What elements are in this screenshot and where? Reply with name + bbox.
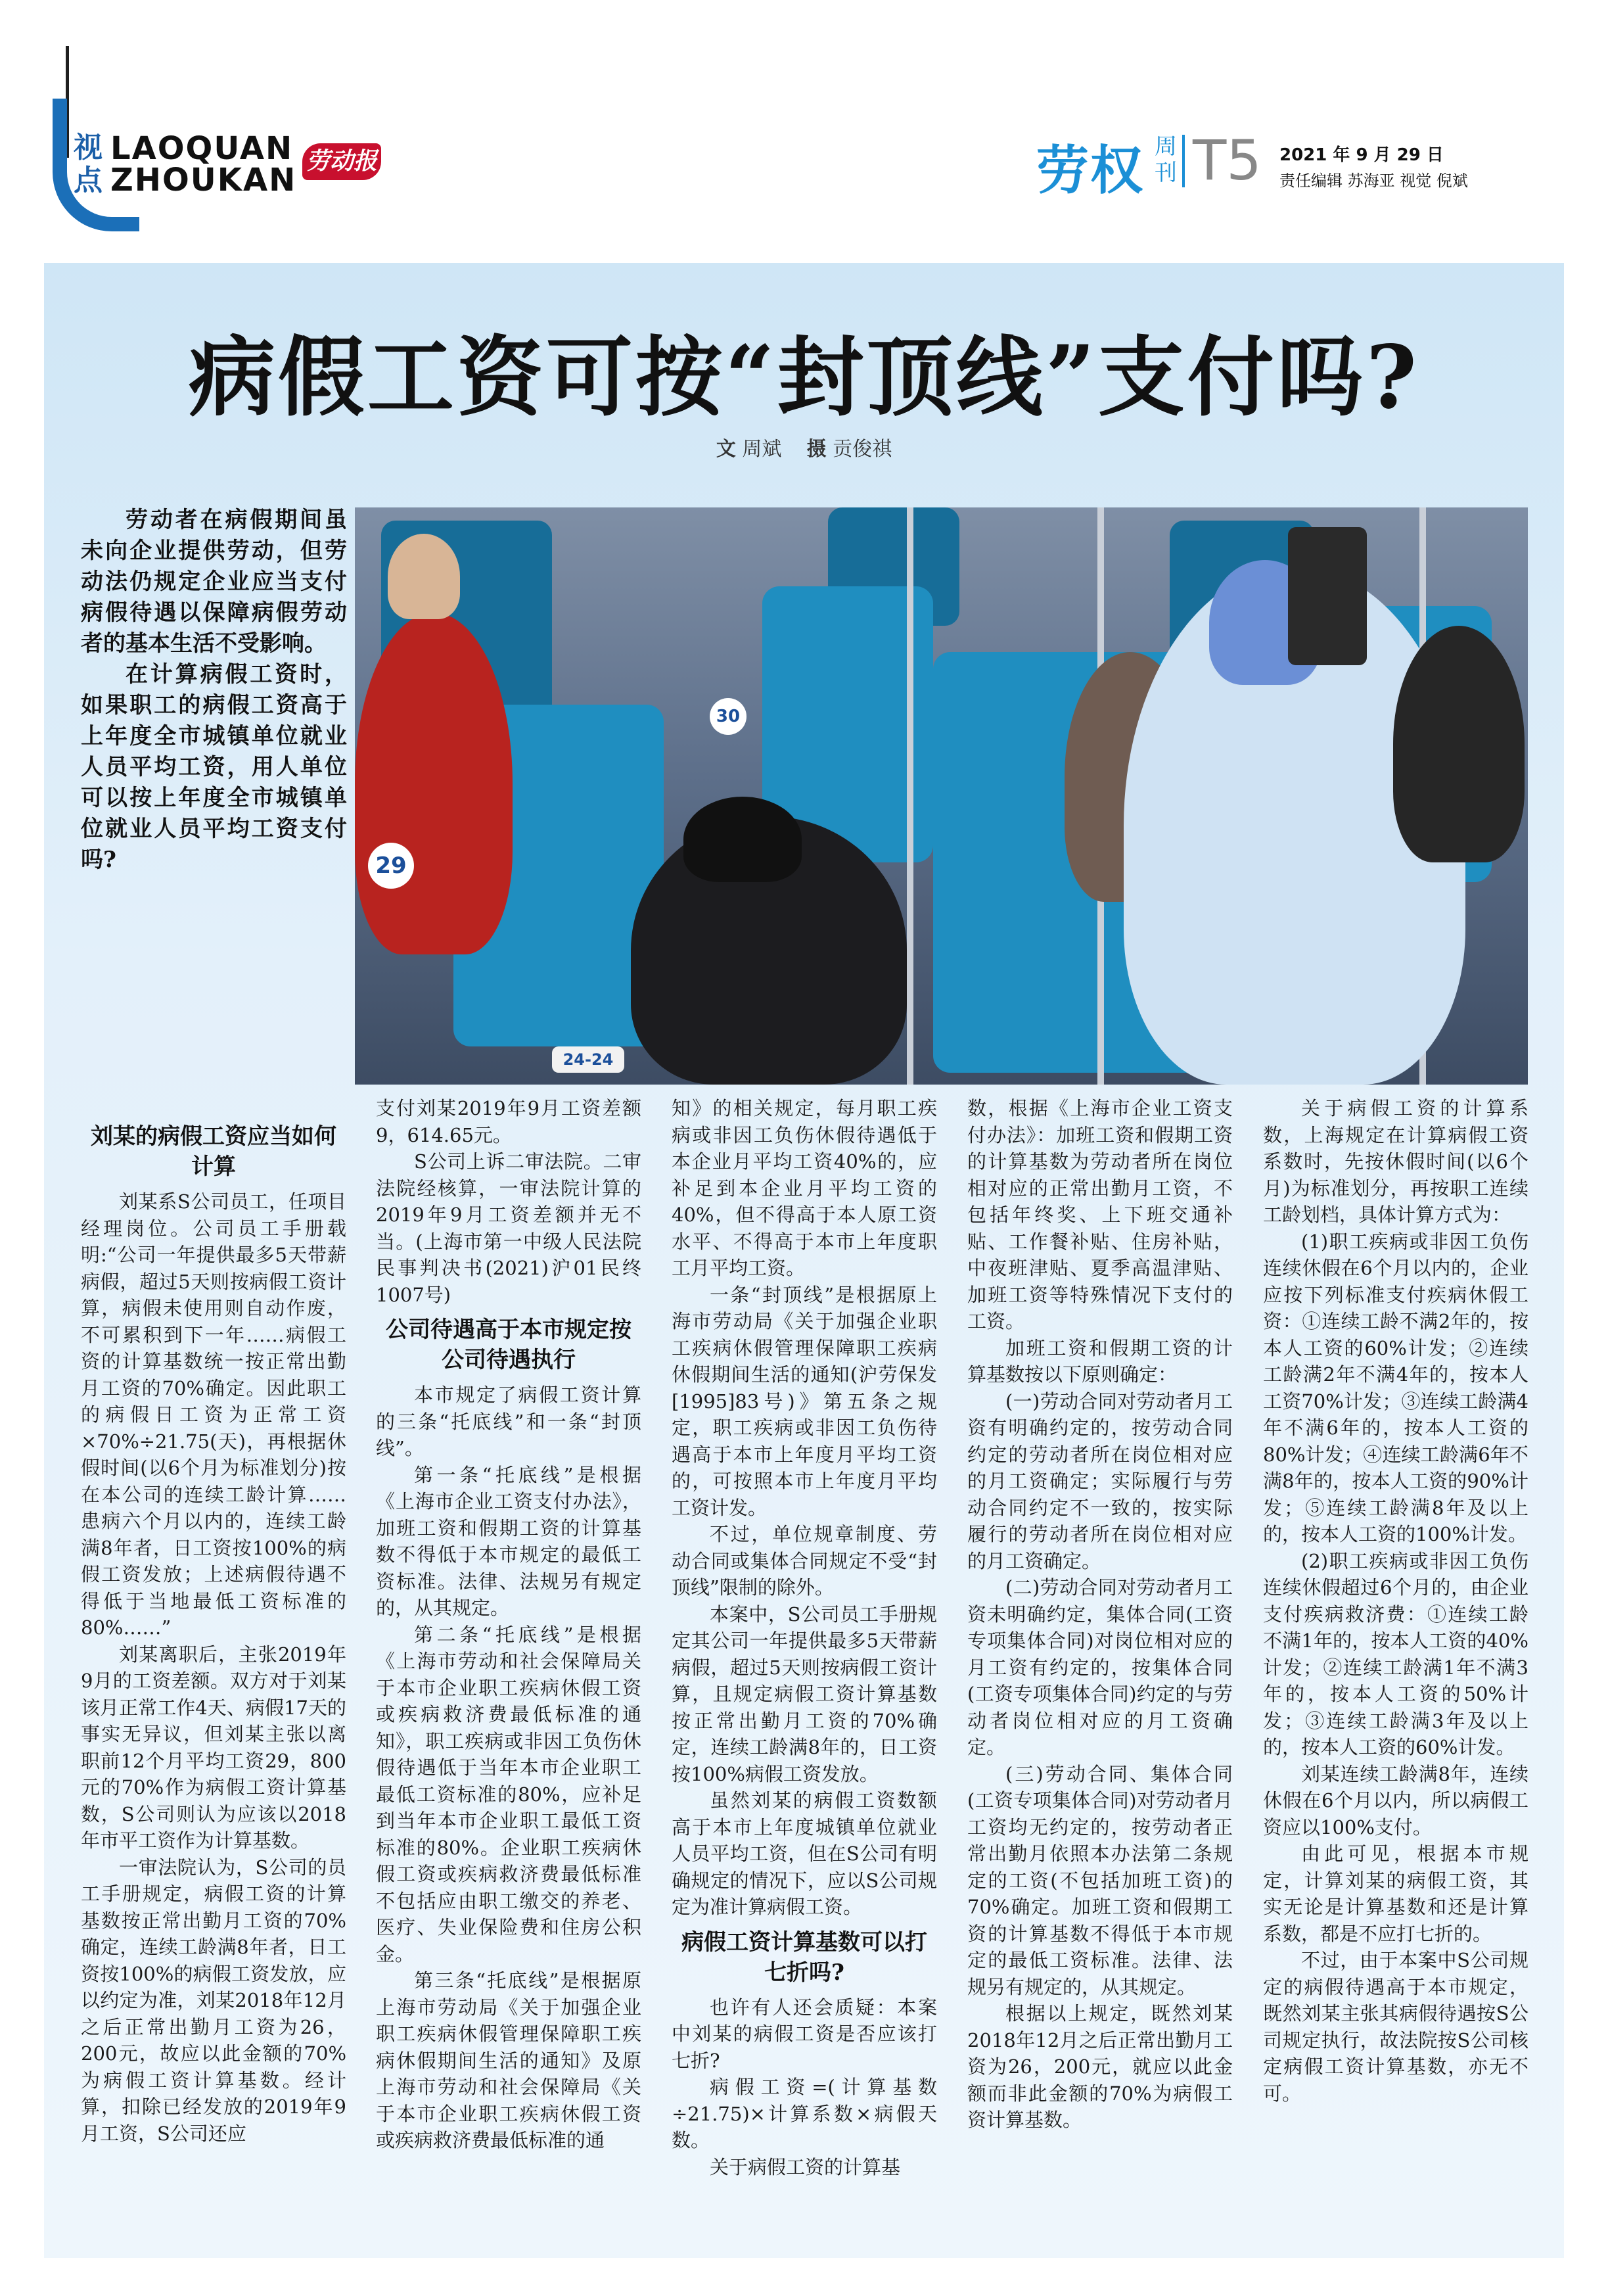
body-paragraph: (二)劳动合同对劳动者月工资未明确约定，集体合同(工资专项集体合同)对岗位相对应的月工资有约定的，按集体合同(工资专项集体合同)约定的与劳动者岗位相对应的月工资确定。 [967, 1576, 1233, 1758]
body-paragraph: 第二条“托底线”是根据《上海市劳动和社会保障局关于本市企业职工疾病休假工资或疾病救济费最低标准的通知》，职工疾病或非因工负伤休假待遇低于当年本市企业职工最低工资标准的80%，应补足到当年本市企业职工最低工资标准的80%。企业职工疾病休假工资或疾病救济费最低标准不包括应由职工缴交的养老、医疗、失业保险费和住房公积金。 [376, 1623, 641, 1965]
byline [0, 433, 1608, 461]
body-paragraph: 由此可见，根据本市规定，计算刘某的病假工资，其实无论是计算基数和还是计算系数，都是不应打七折的。 [1263, 1842, 1528, 1945]
body-paragraph: 也许有人还会质疑：本案中刘某的病假工资是否应该打七折? [672, 1996, 937, 2072]
byline-she-label: 摄 [806, 438, 827, 461]
body-paragraph: 虽然刘某的病假工资数额高于本市上年度城镇单位就业人员平均工资，但在S公司有明确规定的情况下，应以S公司规定为准计算病假工资。 [672, 1789, 937, 1918]
article-column-1 [81, 1115, 346, 2147]
article-photo [355, 507, 1528, 1085]
body-paragraph: 根据以上规定，既然刘某2018年12月之后正常出勤月工资为26，200元，就应以此金额而非此金额的70%为病假工资计算基数。 [967, 2002, 1233, 2131]
article-column-3 [672, 1095, 937, 2180]
nurse-phone [1288, 527, 1367, 665]
body-paragraph: (三)劳动合同、集体合同(工资专项集体合同)对劳动者月工资均无约定的，按劳动者正常出勤月依照本办法第二条规定的工资(不包括加班工资)的70%确定。加班工资和假期工资的计算基数不得低于本市规定的最低工资标准。法律、法规另有规定的，从其规定。 [967, 1762, 1233, 1998]
editor-credit: 责任编辑 苏海亚 视觉 倪斌 [1279, 172, 1468, 190]
masthead-en-line2: ZHOUKAN [110, 162, 297, 199]
brand-logo: 劳动报 [302, 143, 381, 180]
patient-hat [683, 797, 802, 882]
byline-wen-label: 文 [716, 438, 736, 461]
body-paragraph: 一审法院认为，S公司的员工手册规定，病假工资的计算基数按正常出勤月工资的70%确定，连续工龄满8年者，日工资按100%的病假工资发放，应以约定为准，刘某2018年12月之后正常出勤月工资为26，200元，故应以此金额的70%为病假工资计算基数。经计算，扣除已经发放的2019年9月工资，S公司还应 [81, 1856, 346, 2145]
masthead-vertical-label: 视点 [74, 131, 103, 197]
lead-paragraph: 劳动者在病假期间虽未向企业提供劳动，但劳动法仍规定企业应当支付病假待遇以保障病假劳动者的基本生活不受影响。 [81, 507, 347, 657]
body-paragraph: 刘某连续工龄满8年，连续休假在6个月以内，所以病假工资应以100%支付。 [1263, 1762, 1528, 1839]
patient-red-coat [355, 613, 513, 954]
body-paragraph: 关于病假工资的计算基 [710, 2155, 901, 2178]
body-paragraph: S公司上诉二审法院。二审法院经核算，一审法院计算的2019年9月工资差额并无不当。(上海市第一中级人民法院民事判决书(2021)沪01民终1007号) [376, 1150, 641, 1306]
byline-she-name: 贡俊祺 [833, 438, 892, 461]
page-number: T5 [1193, 128, 1262, 193]
article-column-5 [1263, 1095, 1528, 2107]
seat-number: 29 [368, 843, 414, 889]
article-headline: 病假工资可按“封顶线”支付吗? [188, 327, 1420, 429]
body-paragraph: 病假工资=(计算基数÷21.75)×计算系数×病假天数。 [672, 2076, 937, 2151]
masthead-en-line1: LAOQUAN [110, 130, 294, 167]
section-heading: 病假工资计算基数可以打七折吗? [681, 1929, 927, 1986]
masthead-right [1017, 128, 1608, 200]
body-paragraph: 本市规定了病假工资计算的三条“托底线”和一条“封顶线”。 [376, 1384, 641, 1459]
section-title: 劳权 [1036, 140, 1144, 201]
lead-paragraph: 在计算病假工资时，如果职工的病假工资高于上年度全市城镇单位就业人员平均工资，用人单位可以按上年度全市城镇单位就业人员平均工资支付吗? [81, 661, 347, 873]
patient-head [388, 534, 460, 619]
body-paragraph: (1)职工疾病或非因工负伤连续休假在6个月以内的，企业应按下列标准支付疾病休假工资：①连续工龄不满2年的，按本人工资的60%计发；②连续工龄满2年不满4年的，按本人工资70%计发；③连续工龄满4年不满6年的，按本人工资的80%计发；④连续工龄满6年不满8年的，按本人工资的90%计发；⑤连续工龄满8年及以上的，按本人工资的100%计发。 [1263, 1230, 1528, 1545]
iv-pole [907, 507, 913, 1085]
byline-wen-name: 周斌 [742, 438, 782, 461]
body-paragraph: 加班工资和假期工资的计算基数按以下原则确定： [967, 1336, 1233, 1386]
body-paragraph: 第一条“托底线”是根据《上海市企业工资支付办法》，加班工资和假期工资的计算基数不得低于本市规定的最低工资标准。法律、法规另有规定的，从其规定。 [376, 1463, 641, 1619]
body-paragraph: 不过，由于本案中S公司规定的病假待遇高于本市规定，既然刘某主张其病假待遇按S公司规定执行，故法院按S公司核定病假工资计算基数，亦无不可。 [1263, 1949, 1528, 2105]
seat-number: 30 [710, 698, 747, 735]
article-lead [81, 505, 347, 876]
body-paragraph: 刘某离职后，主张2019年9月的工资差额。双方对于刘某该月正常工作4天、病假17天的事实无异议，但刘某主张以离职前12个月平均工资29，800元的70%作为病假工资计算基数，S公司则认为应该以2018年市平工资作为计算基数。 [81, 1643, 346, 1852]
body-paragraph: 刘某系S公司员工，任项目经理岗位。公司员工手册载明:“公司一年提供最多5天带薪病假，超过5天则按病假工资计算，病假未使用则自动作废，不可累积到下一年……病假工资的计算基数统一按正常出勤月工资的70%确定。因此职工的病假日工资为正常工资×70%÷21.75(天)，再根据休假时间(以6个月为标准划分)按在本公司的连续工龄计算……患病六个月以内的，连续工龄满8年者，日工资按100%的病假工资发放；上述病假待遇不得低于当地最低工资标准的80%……” [81, 1190, 346, 1639]
issue-date: 2021 年 9 月 29 日 [1279, 145, 1444, 165]
seat-number: 24-24 [552, 1046, 624, 1073]
body-paragraph: 支付刘某2019年9月工资差额9，614.65元。 [376, 1097, 641, 1146]
section-title-sub: 周刊 [1155, 133, 1177, 186]
body-paragraph: 本案中，S公司员工手册规定其公司一年提供最多5天带薪病假，超过5天则按病假工资计算，且规定病假工资计算基数按正常出勤月工资的70%确定，连续工龄满8年的，日工资按100%病假工资发放。 [672, 1603, 937, 1785]
patient-background [1393, 626, 1525, 862]
body-paragraph: 关于病假工资的计算系数，上海规定在计算病假工资系数时，先按休假时间(以6个月)为标准划分，再按职工连续工龄划档，具体计算方式为： [1263, 1097, 1528, 1226]
body-paragraph: (2)职工疾病或非因工负伤连续休假超过6个月的，由企业支付疾病救济费：①连续工龄不满1年的，按本人工资的40%计发；②连续工龄满1年不满3年的，按本人工资的50%计发；③连续工龄满3年及以上的，按本人工资的60%计发。 [1263, 1549, 1528, 1758]
body-paragraph: (一)劳动合同对劳动者月工资有明确约定的，按劳动合同约定的劳动者所在岗位相对应的月工资确定；实际履行与劳动合同约定不一致的，按实际履行的劳动者所在岗位相对应的月工资确定。 [967, 1390, 1233, 1572]
body-paragraph: 一条“封顶线”是根据原上海市劳动局《关于加强企业职工疾病休假管理保障职工疾病休假期间生活的通知(沪劳保发[1995]83号)》第五条之规定，职工疾病或非因工负伤待遇高于本市上年度月平均工资的，可按照本市上年度月平均工资计发。 [672, 1283, 937, 1519]
masthead-divider [1182, 135, 1185, 187]
section-heading: 刘某的病假工资应当如何计算 [91, 1123, 336, 1180]
article-column-4 [967, 1095, 1233, 2134]
body-paragraph: 知》的相关规定，每月职工疾病或非因工负伤休假待遇低于本企业月平均工资40%的，应补足到本企业月平均工资的40%，但不得高于本人原工资水平、不得高于本市上年度职工月平均工资。 [672, 1097, 937, 1279]
body-paragraph: 数，根据《上海市企业工资支付办法》：加班工资和假期工资的计算基数为劳动者所在岗位相对应的正常出勤月工资，不包括年终奖、上下班交通补贴、工作餐补贴、住房补贴，中夜班津贴、夏季高温津贴、加班工资等特殊情况下支付的工资。 [967, 1097, 1233, 1332]
body-paragraph: 不过，单位规章制度、劳动合同或集体合同规定不受“封顶线”限制的除外。 [672, 1523, 937, 1599]
article-column-2 [376, 1095, 641, 2154]
body-paragraph: 第三条“托底线”是根据原上海市劳动局《关于加强企业职工疾病休假管理保障职工疾病休假期间生活的通知》及原上海市劳动和社会保障局《关于本市企业职工疾病休假工资或疾病救济费最低标准的通 [376, 1969, 641, 2151]
section-heading: 公司待遇高于本市规定按公司待遇执行 [386, 1317, 632, 1373]
